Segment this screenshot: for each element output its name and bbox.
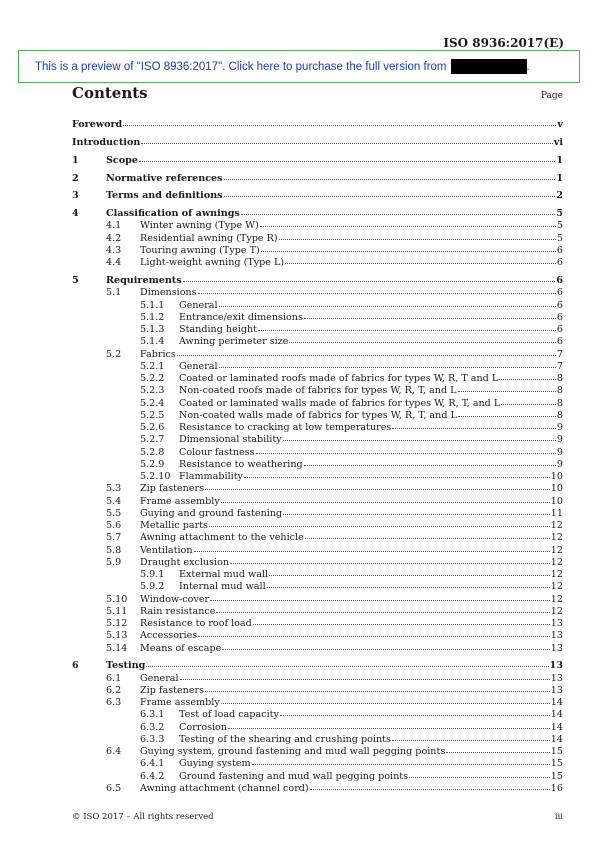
dot-leader — [285, 255, 556, 264]
dot-leader — [304, 457, 556, 466]
toc-entry-title: Accessories — [140, 630, 198, 642]
dot-leader — [283, 432, 556, 441]
toc-entry-page: 13 — [550, 630, 563, 642]
toc-entry[interactable] — [72, 189, 563, 201]
toc-entry-page: 9 — [556, 458, 563, 470]
toc-entry-number: 5.10 — [106, 593, 128, 605]
contents-title: Contents — [72, 84, 148, 102]
toc-entry-page: 12 — [550, 556, 563, 568]
dot-leader — [267, 579, 550, 588]
toc-entry-title: Residential awning (Type R) — [140, 232, 278, 244]
dot-leader — [289, 334, 555, 343]
dot-leader — [304, 310, 556, 319]
dot-leader — [180, 671, 550, 680]
toc-entry-page: 15 — [550, 746, 563, 758]
toc-entry-page: 2 — [556, 190, 563, 202]
copyright-notice: © ISO 2017 – All rights reserved — [72, 812, 214, 822]
toc-entry-page: 13 — [550, 642, 563, 654]
toc-entry-number: 6.1 — [106, 672, 122, 684]
document-id: ISO 8936:2017(E) — [443, 36, 564, 50]
dot-leader — [139, 153, 555, 162]
toc-entry-number: 5.2.1 — [140, 360, 165, 372]
dot-leader — [253, 616, 550, 625]
toc-entry-title: Testing of the shearing and crushing points — [179, 733, 391, 745]
dot-leader — [230, 555, 550, 564]
toc-entry-number: 5.9.1 — [140, 569, 165, 581]
dot-leader — [256, 445, 556, 454]
toc-entry-page: 8 — [556, 409, 563, 421]
toc-entry-page: 8 — [556, 385, 563, 397]
toc-entry-page: v — [557, 119, 563, 130]
toc-entry-number: 4.3 — [106, 244, 122, 256]
toc-entry-title: Corrosion — [179, 721, 228, 733]
toc-entry[interactable] — [72, 154, 563, 166]
toc-entry-page: 13 — [549, 660, 563, 672]
toc-entry-number: 6.2 — [106, 684, 122, 696]
toc-entry-page: 6 — [556, 299, 563, 311]
toc-entry-page: vi — [553, 136, 563, 148]
toc-entry-title: Dimensions — [140, 287, 197, 299]
toc-entry-title: Scope — [106, 154, 138, 166]
toc-entry-page: 14 — [550, 709, 563, 721]
dot-leader — [123, 117, 556, 126]
toc-entry-title: Dimensional stability — [179, 434, 282, 446]
dot-leader — [392, 420, 556, 429]
dot-leader — [221, 695, 550, 704]
toc-entry-title: Non-coated roofs made of fabrics for types W, R, T, and L — [179, 385, 457, 397]
toc-entry-page: 9 — [556, 434, 563, 446]
toc-entry-number: 5.1.2 — [140, 311, 165, 323]
toc-entry-title: Colour fastness — [179, 446, 255, 458]
toc-entry-number: 3 — [72, 190, 79, 202]
toc-entry-title: Testing — [106, 660, 146, 672]
toc-entry-title: Guying system, ground fastening and mud wall pegging points — [140, 746, 446, 758]
toc-entry-number: 5.3 — [106, 483, 122, 495]
toc-entry-page: 10 — [550, 483, 563, 495]
toc-entry-page: 6 — [556, 336, 563, 348]
toc-entry-page: 9 — [556, 446, 563, 458]
page-column-label: Page — [540, 91, 563, 101]
toc-entry-page: 12 — [550, 532, 563, 544]
dot-leader — [183, 273, 556, 282]
toc-entry-title: Resistance to roof load — [140, 618, 252, 630]
toc-entry-page: 6 — [556, 275, 563, 287]
toc-entry-page: 6 — [556, 287, 563, 299]
dot-leader — [224, 171, 556, 180]
toc-entry-number: 4.1 — [106, 220, 122, 232]
toc-entry-title: Non-coated walls made of fabrics for types W, R, T, and L — [179, 409, 457, 421]
toc-entry-page: 7 — [556, 360, 563, 372]
toc-entry-title: General — [179, 299, 218, 311]
toc-entry-number: 5.2 — [106, 348, 122, 360]
dot-leader — [194, 543, 550, 552]
toc-entry-page: 12 — [550, 605, 563, 617]
toc-entry-number: 5.9 — [106, 556, 122, 568]
toc-entry[interactable] — [72, 782, 563, 794]
toc-entry-number: 5.11 — [106, 605, 128, 617]
toc-entry-title: Fabrics — [140, 348, 176, 360]
toc-entry-title: Normative references — [106, 172, 223, 184]
toc-entry-page: 12 — [550, 593, 563, 605]
toc-entry-title: Means of escape — [140, 642, 222, 654]
toc-entry[interactable] — [72, 360, 563, 372]
toc-entry-page: 5 — [556, 220, 563, 232]
dot-leader — [219, 359, 556, 368]
toc-entry-title: Introduction — [72, 136, 141, 148]
toc-entry-title: General — [179, 360, 218, 372]
toc-entry-number: 5.12 — [106, 618, 128, 630]
toc-entry-title: Internal mud wall — [179, 581, 266, 593]
toc-entry-page: 10 — [550, 495, 563, 507]
dot-leader — [222, 641, 550, 650]
toc-entry-number: 1 — [72, 154, 79, 166]
page-footer — [72, 812, 563, 822]
toc-entry[interactable] — [72, 136, 563, 148]
toc-entry-number: 5 — [72, 275, 79, 287]
dot-leader — [252, 756, 550, 765]
toc-entry-title: Frame assembly — [140, 697, 220, 709]
toc-entry-page: 5 — [556, 232, 563, 244]
toc-entry-page: 1 — [556, 154, 563, 166]
toc-entry-page: 6 — [556, 244, 563, 256]
dot-leader — [269, 567, 550, 576]
toc-entry-number: 6.4.1 — [140, 758, 165, 770]
toc-entry-number: 5.4 — [106, 495, 122, 507]
dot-leader — [224, 188, 556, 197]
toc-entry-title: Coated or laminated roofs made of fabrics for types W, R, T and L — [179, 373, 499, 385]
toc-entry-number: 6.4 — [106, 746, 122, 758]
toc-entry-page: 13 — [550, 618, 563, 630]
toc-entry-page: 8 — [556, 397, 563, 409]
toc-entry-page: 15 — [550, 770, 563, 782]
purchase-preview-banner[interactable] — [18, 50, 580, 83]
toc-entry-number: 5.6 — [106, 520, 122, 532]
toc-entry-number: 4.2 — [106, 232, 122, 244]
dot-leader — [409, 769, 550, 778]
dot-leader — [146, 658, 548, 667]
toc-entry-number: 5.1.3 — [140, 324, 165, 336]
toc-entry-page: 14 — [550, 721, 563, 733]
toc-entry[interactable] — [72, 256, 563, 268]
toc-entry-number: 5.5 — [106, 507, 122, 519]
toc-entry-number: 5.1 — [106, 287, 122, 299]
toc-entry-number: 5.2.3 — [140, 385, 165, 397]
dot-leader — [241, 206, 556, 215]
dot-leader — [177, 347, 556, 356]
toc-entry-title: General — [140, 672, 179, 684]
toc-entry-title: Guying and ground fastening — [140, 507, 283, 519]
toc-entry-page: 6 — [556, 257, 563, 269]
toc-entry-title: Entrance/exit dimensions — [179, 311, 303, 323]
toc-entry-number: 5.13 — [106, 630, 128, 642]
toc-entry-title: Foreword — [72, 119, 123, 130]
dot-leader — [141, 135, 552, 144]
dot-leader — [205, 683, 550, 692]
toc-entry-page: 7 — [556, 348, 563, 360]
dot-leader — [258, 322, 556, 331]
toc-entry-title: Awning attachment (channel cord) — [140, 782, 309, 794]
toc-entry-page: 13 — [550, 684, 563, 696]
toc-entry-page: 13 — [550, 672, 563, 684]
toc-entry-number: 6.3.1 — [140, 709, 165, 721]
toc-entry-number: 6.5 — [106, 782, 122, 794]
dot-leader — [446, 744, 550, 753]
toc-entry-number: 5.2.9 — [140, 458, 165, 470]
toc-entry-number: 5.2.2 — [140, 373, 165, 385]
toc-entry-page: 10 — [550, 471, 563, 483]
toc-entry-number: 5.2.7 — [140, 434, 165, 446]
toc-entry-title: Guying system — [179, 758, 251, 770]
dot-leader — [279, 231, 556, 240]
toc-entry-number: 6.3.2 — [140, 721, 165, 733]
toc-entry-number: 6.4.2 — [140, 770, 165, 782]
toc-entry-number: 5.7 — [106, 532, 122, 544]
toc-entry-title: Draught exclusion — [140, 556, 230, 568]
dot-leader — [261, 243, 556, 252]
toc-entry-number: 5.2.8 — [140, 446, 165, 458]
toc-entry-number: 5.14 — [106, 642, 128, 654]
dot-leader — [310, 781, 550, 790]
toc-entry-title: Test of load capacity — [179, 709, 279, 721]
dot-leader — [244, 469, 550, 478]
toc-entry-number: 6 — [72, 660, 79, 672]
toc-entry[interactable] — [72, 172, 563, 184]
dot-leader — [305, 530, 550, 539]
toc-entry-page: 12 — [550, 520, 563, 532]
toc-entry-title: Rain resistance — [140, 605, 216, 617]
toc-entry-page: 5 — [556, 208, 563, 220]
toc-entry-page: 8 — [556, 373, 563, 385]
dot-leader — [219, 298, 556, 307]
toc-entry-page: 14 — [550, 733, 563, 745]
toc-entry-title: External mud wall — [179, 569, 269, 581]
toc-entry-number: 5.1.4 — [140, 336, 165, 348]
dot-leader — [216, 604, 549, 613]
toc-entry[interactable] — [72, 642, 563, 654]
toc-entry-number: 5.2.6 — [140, 422, 165, 434]
toc-entry-title: Standing height — [179, 324, 258, 336]
toc-entry-page: 14 — [550, 697, 563, 709]
toc-entry-title: Resistance to cracking at low temperatures — [179, 422, 392, 434]
toc-entry-number: 5.2.4 — [140, 397, 165, 409]
toc-entry-page: 6 — [556, 311, 563, 323]
toc-entry-page: 15 — [550, 758, 563, 770]
page-number: iii — [554, 812, 563, 822]
dot-leader — [198, 628, 550, 637]
toc-entry-title: Ventilation — [140, 544, 193, 556]
dot-leader — [210, 592, 550, 601]
toc-entry-number: 4.4 — [106, 257, 122, 269]
toc-entry-page: 1 — [556, 172, 563, 184]
dot-leader — [458, 383, 556, 392]
toc-entry-title: Ground fastening and mud wall pegging points — [179, 770, 409, 782]
toc-entry-number: 5.8 — [106, 544, 122, 556]
toc-entry-title: Touring awning (Type T) — [140, 244, 260, 256]
toc-entry-title: Metallic parts — [140, 520, 208, 532]
toc-entry-number: 4 — [72, 208, 79, 220]
toc-entry-title: Terms and definitions — [106, 190, 223, 202]
toc-entry[interactable] — [72, 384, 563, 396]
dot-leader — [260, 218, 556, 227]
dot-leader — [280, 707, 550, 716]
toc-entry-number: 5.9.2 — [140, 581, 165, 593]
toc-entry-title: Awning attachment to the vehicle — [140, 532, 304, 544]
toc-entry-number: 6.3 — [106, 697, 122, 709]
toc-entry-title: Coated or laminated walls made of fabrics for types W, R, T, and L — [179, 397, 501, 409]
toc-entry-title: Light-weight awning (Type L) — [140, 257, 285, 269]
toc-entry-number: 5.2.5 — [140, 409, 165, 421]
dot-leader — [205, 481, 550, 490]
dot-leader — [228, 720, 550, 729]
toc-entry-title: Winter awning (Type W) — [140, 220, 259, 232]
dot-leader — [458, 408, 556, 417]
toc-entry-number: 6.3.3 — [140, 733, 165, 745]
redacted-block — [451, 59, 527, 74]
toc-entry-page: 9 — [556, 422, 563, 434]
toc-entry-title: Window-cover — [140, 593, 210, 605]
toc-entry-title: Resistance to weathering — [179, 458, 303, 470]
toc-entry-number: 2 — [72, 172, 79, 184]
toc-entry[interactable] — [72, 118, 563, 130]
toc-entry-number: 5.1.1 — [140, 299, 165, 311]
toc-entry-title: Zip fasteners — [140, 483, 205, 495]
contents-header — [72, 84, 563, 102]
banner-text: This is a preview of "ISO 8936:2017". Click here to purchase the full version from — [35, 60, 447, 73]
table-of-contents — [72, 118, 563, 794]
toc-entry-title: Awning perimeter size — [179, 336, 289, 348]
toc-entry-number: 5.2.10 — [140, 471, 171, 483]
toc-entry-title: Classification of awnings — [106, 208, 240, 220]
dot-leader — [198, 285, 556, 294]
dot-leader — [499, 371, 556, 380]
toc-entry-page: 12 — [550, 544, 563, 556]
toc-entry-page: 11 — [550, 507, 563, 519]
dot-leader — [209, 518, 550, 527]
dot-leader — [501, 396, 556, 405]
dot-leader — [283, 506, 550, 515]
toc-entry-title: Flammability — [179, 471, 243, 483]
toc-entry-page: 12 — [550, 569, 563, 581]
toc-entry-title: Frame assembly — [140, 495, 220, 507]
banner-suffix: . — [526, 60, 530, 73]
dot-leader — [221, 494, 550, 503]
toc-entry-page: 12 — [550, 581, 563, 593]
toc-entry-title: Zip fasteners — [140, 684, 205, 696]
dot-leader — [392, 732, 550, 741]
toc-entry-title: Requirements — [106, 275, 182, 287]
toc-entry-page: 6 — [556, 324, 563, 336]
toc-entry-page: 16 — [550, 782, 563, 794]
